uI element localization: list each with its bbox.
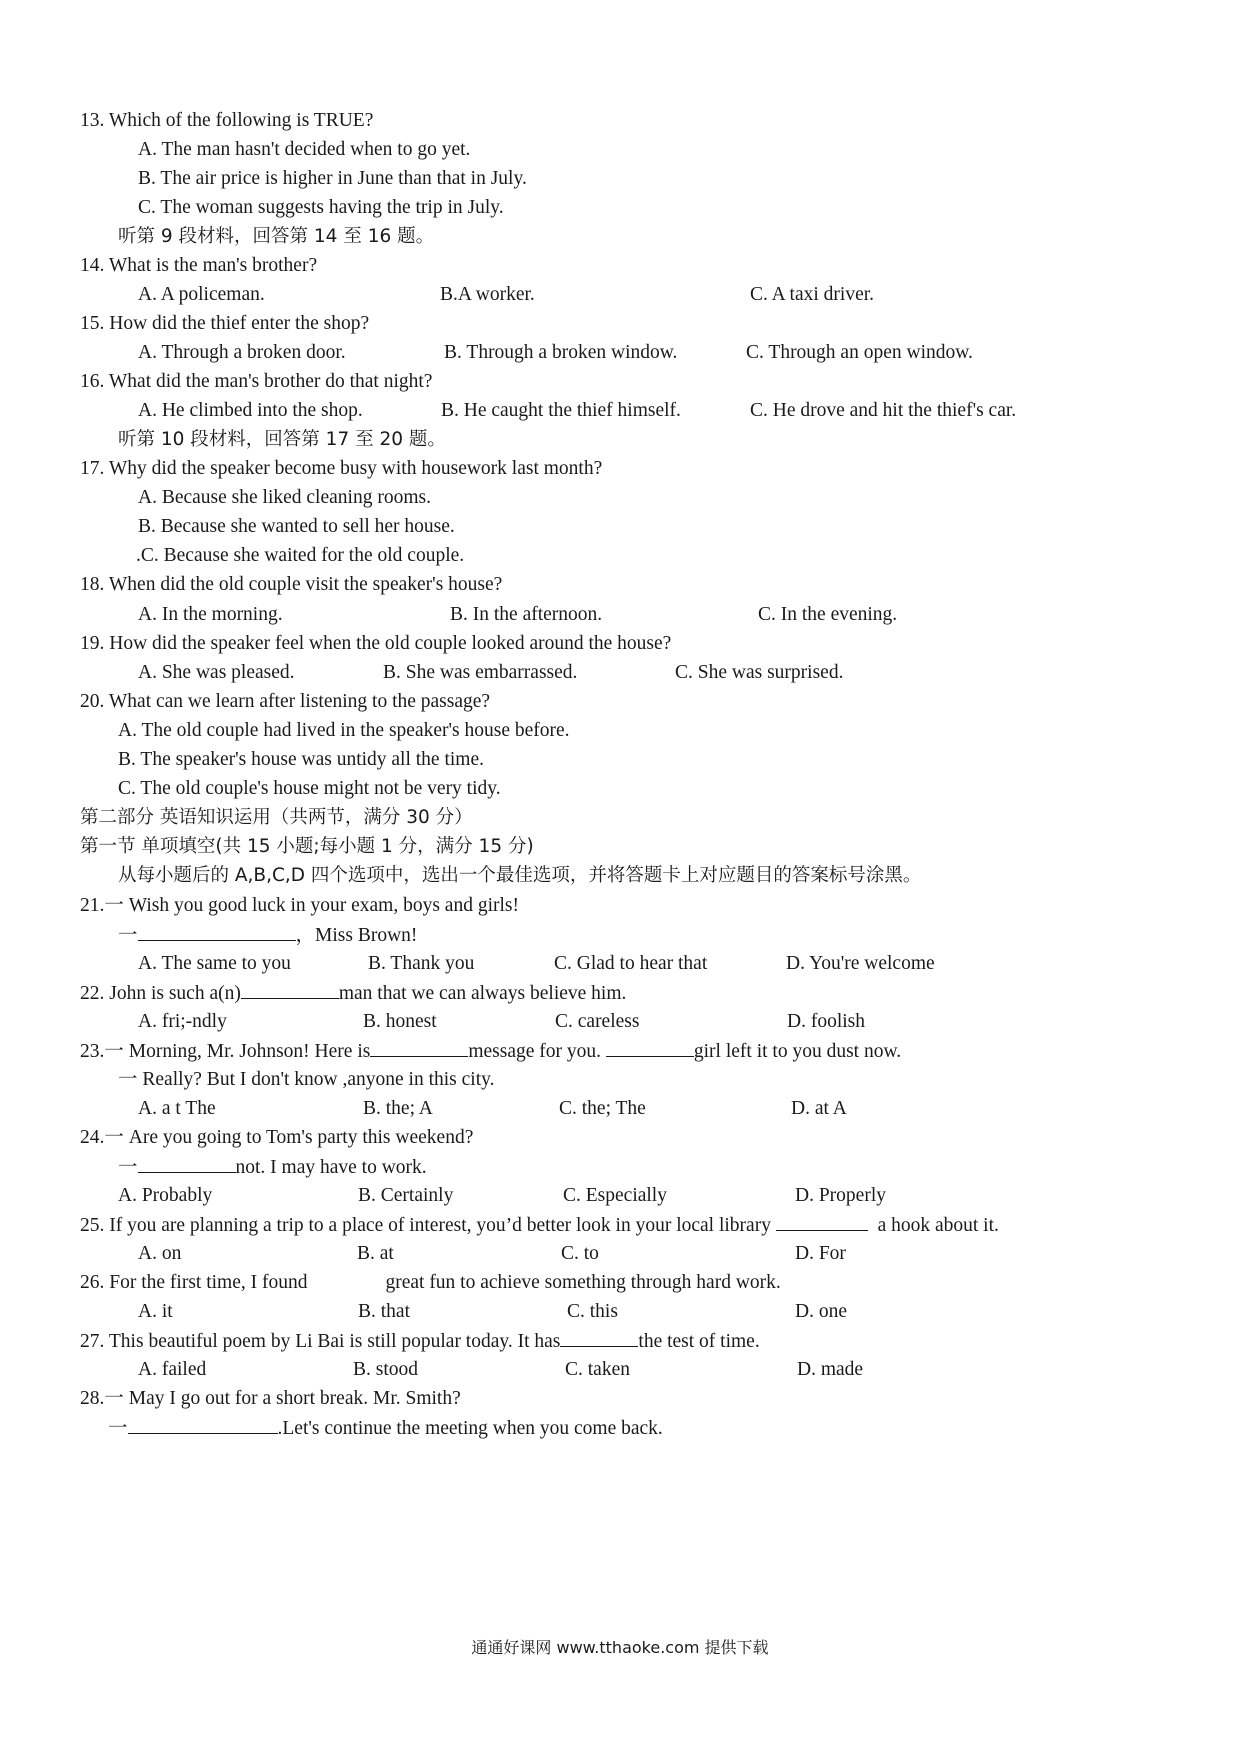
question-18-option-a: A. In the morning. — [138, 604, 283, 625]
question-25-option-b: B. at — [357, 1243, 394, 1264]
question-24-option-a: A. Probably — [118, 1185, 213, 1206]
question-20-option-a: A. The old couple had lived in the speaker's house before. — [118, 720, 570, 741]
answer-blank — [138, 1154, 236, 1173]
question-19-stem: 19. How did the speaker feel when the old couple looked around the house? — [80, 633, 672, 654]
question-13-stem: 13. Which of the following is TRUE? — [80, 110, 374, 131]
question-23-middle: message for you. — [468, 1041, 602, 1062]
question-27-option-a: A. failed — [138, 1359, 207, 1380]
question-20-option-c: C. The old couple's house might not be very tidy. — [118, 778, 501, 799]
question-14-option-c: C. A taxi driver. — [750, 284, 875, 305]
question-23-prefix: 23.一 Morning, Mr. Johnson! Here is — [80, 1041, 371, 1062]
question-25-prefix: 25. If you are planning a trip to a place of interest, you’d better look in your local library — [80, 1215, 771, 1236]
question-22-option-d: D. foolish — [787, 1011, 865, 1032]
question-27-option-d: D. made — [797, 1359, 864, 1380]
question-25-suffix: a hook about it. — [877, 1215, 999, 1236]
question-17-option-a: A. Because she liked cleaning rooms. — [138, 487, 431, 508]
question-21-line2-text: ，Miss Brown! — [295, 925, 418, 946]
question-15-option-b: B. Through a broken window. — [444, 342, 678, 363]
question-21-line2 — [118, 922, 417, 949]
page-footer: 通通好课网 www.tthaoke.com 提供下载 — [471, 1638, 769, 1657]
question-22-suffix: man that we can always believe him. — [338, 983, 627, 1004]
dash: 一 — [118, 1157, 138, 1178]
part-two-title: 第二部分 英语知识运用（共两节，满分 30 分） — [80, 807, 473, 828]
question-15-option-c: C. Through an open window. — [746, 342, 973, 363]
question-23-option-d: D. at A — [791, 1098, 847, 1119]
question-19-option-b: B. She was embarrassed. — [383, 662, 578, 683]
question-26-option-c: C. this — [567, 1301, 618, 1322]
answer-blank — [241, 980, 339, 999]
question-13-option-a: A. The man hasn't decided when to go yet. — [138, 139, 471, 160]
question-24-option-b: B. Certainly — [358, 1185, 454, 1206]
section-instruction: 从每小题后的 A,B,C,D 四个选项中，选出一个最佳选项，并将答题卡上对应题目的答案标号涂黑。 — [118, 865, 922, 886]
question-14-option-a: A. A policeman. — [138, 284, 265, 305]
question-21-option-a: A. The same to you — [138, 953, 291, 974]
question-27-prefix: 27. This beautiful poem by Li Bai is still popular today. It has — [80, 1331, 561, 1352]
answer-blank — [138, 922, 296, 941]
question-28-line1: 28.一 May I go out for a short break. Mr. Smith? — [80, 1388, 461, 1409]
dash: 一 — [108, 1418, 128, 1439]
dash: 一 — [118, 925, 138, 946]
question-23-line2: 一 Really? But I don't know ,anyone in this city. — [118, 1069, 495, 1090]
question-23-option-a: A. a t The — [138, 1098, 216, 1119]
question-23-option-b: B. the; A — [363, 1098, 433, 1119]
question-18-option-c: C. In the evening. — [758, 604, 898, 625]
question-21-option-b: B. Thank you — [368, 953, 475, 974]
question-14-option-b: B.A worker. — [440, 284, 535, 305]
question-16-stem: 16. What did the man's brother do that night? — [80, 371, 433, 392]
answer-blank — [128, 1415, 278, 1434]
listening-instruction-9: 听第 9 段材料，回答第 14 至 16 题。 — [118, 226, 435, 247]
question-24-line2 — [118, 1154, 427, 1181]
question-24-option-d: D. Properly — [795, 1185, 886, 1206]
question-24-option-c: C. Especially — [563, 1185, 667, 1206]
question-22-option-a: A. fri;-ndly — [138, 1011, 227, 1032]
question-26-option-a: A. it — [138, 1301, 173, 1322]
question-28-line2-text: .Let's continue the meeting when you come back. — [277, 1418, 663, 1439]
question-15-option-a: A. Through a broken door. — [138, 342, 346, 363]
question-17-stem: 17. Why did the speaker become busy with housework last month? — [80, 458, 603, 479]
answer-blank — [560, 1328, 638, 1347]
question-23-option-c: C. the; The — [559, 1098, 646, 1119]
question-16-option-a: A. He climbed into the shop. — [138, 400, 363, 421]
answer-blank — [776, 1212, 868, 1231]
question-21-option-c: C. Glad to hear that — [554, 953, 708, 974]
question-22-prefix: 22. John is such a(n) — [80, 983, 241, 1004]
question-18-stem: 18. When did the old couple visit the speaker's house? — [80, 574, 503, 595]
question-23-suffix: girl left it to you dust now. — [693, 1041, 902, 1062]
question-19-option-c: C. She was surprised. — [675, 662, 844, 683]
question-13-option-c: C. The woman suggests having the trip in July. — [138, 197, 504, 218]
question-16-option-b: B. He caught the thief himself. — [441, 400, 681, 421]
question-26-suffix: great fun to achieve something through hard work. — [385, 1272, 781, 1293]
question-17-option-b: B. Because she wanted to sell her house. — [138, 516, 455, 537]
question-22-stem — [80, 980, 626, 1007]
question-26-option-d: D. one — [795, 1301, 847, 1322]
question-22-option-b: B. honest — [363, 1011, 437, 1032]
question-18-option-b: B. In the afternoon. — [450, 604, 603, 625]
question-17-option-c: .C. Because she waited for the old couple. — [136, 545, 465, 566]
question-26-stem — [80, 1270, 781, 1296]
question-19-option-a: A. She was pleased. — [138, 662, 295, 683]
question-28-line2 — [108, 1415, 663, 1442]
question-21-line1: 21.一 Wish you good luck in your exam, boys and girls! — [80, 895, 519, 916]
question-21-option-d: D. You're welcome — [786, 953, 935, 974]
listening-instruction-10: 听第 10 段材料，回答第 17 至 20 题。 — [118, 429, 446, 450]
question-26-prefix: 26. For the first time, I found — [80, 1272, 308, 1293]
question-27-option-c: C. taken — [565, 1359, 630, 1380]
answer-blank-2 — [606, 1038, 694, 1057]
question-24-line1: 24.一 Are you going to Tom's party this weekend? — [80, 1127, 474, 1148]
question-13-option-b: B. The air price is higher in June than that in July. — [138, 168, 527, 189]
question-25-option-a: A. on — [138, 1243, 182, 1264]
question-25-option-d: D. For — [795, 1243, 846, 1264]
section-one-title: 第一节 单项填空(共 15 小题;每小题 1 分，满分 15 分) — [80, 836, 534, 857]
answer-blank-1 — [370, 1038, 468, 1057]
question-20-stem: 20. What can we learn after listening to the passage? — [80, 691, 491, 712]
question-27-stem — [80, 1328, 760, 1355]
question-25-stem — [80, 1212, 999, 1239]
question-23-line1 — [80, 1038, 901, 1065]
question-15-stem: 15. How did the thief enter the shop? — [80, 313, 370, 334]
question-16-option-c: C. He drove and hit the thief's car. — [750, 400, 1017, 421]
question-24-line2-text: not. I may have to work. — [235, 1157, 427, 1178]
question-25-option-c: C. to — [561, 1243, 599, 1264]
question-20-option-b: B. The speaker's house was untidy all the time. — [118, 749, 484, 770]
question-27-suffix: the test of time. — [638, 1331, 760, 1352]
question-22-option-c: C. careless — [555, 1011, 640, 1032]
question-14-stem: 14. What is the man's brother? — [80, 255, 318, 276]
question-26-option-b: B. that — [358, 1301, 410, 1322]
question-27-option-b: B. stood — [353, 1359, 419, 1380]
